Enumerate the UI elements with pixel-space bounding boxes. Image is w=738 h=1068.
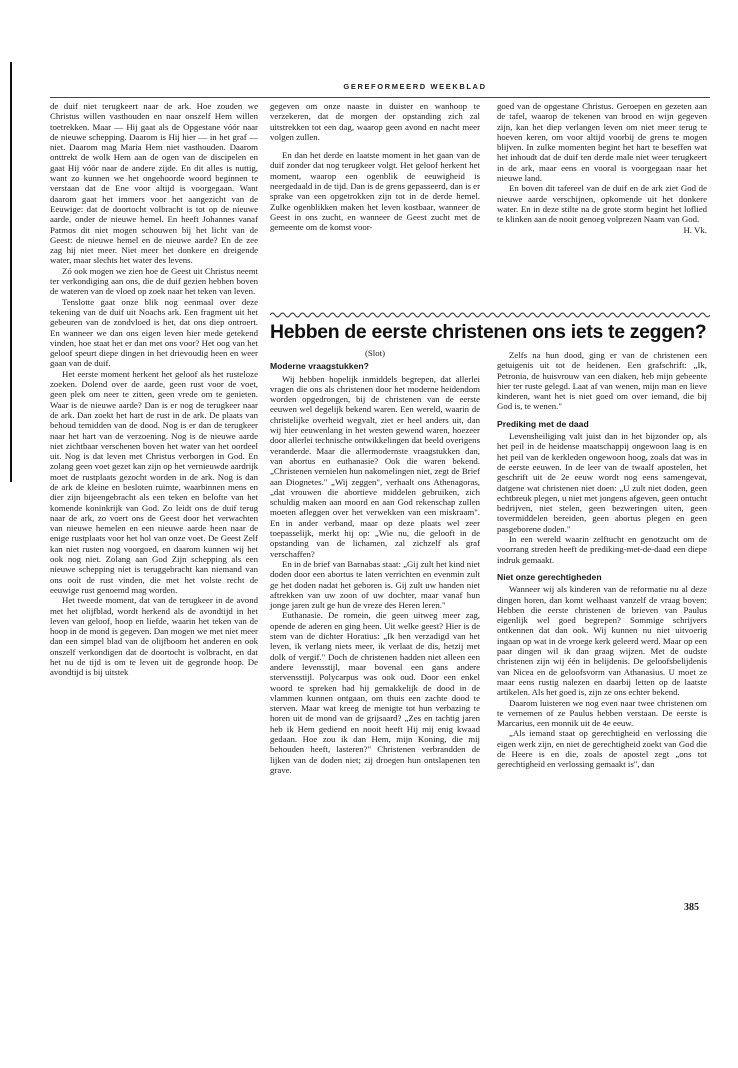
section-heading: Niet onze gerechtigheden <box>497 571 602 582</box>
paragraph: „Als iemand staat op gerechtigheid en verlossing die eigen werk zijn, en niet de gerechtigheid zoekt van God die de Heere is en die, zoals de apostel zegt „ons tot gerechtigheid en verlossing gemaakt is", dan <box>497 728 707 770</box>
running-head: GEREFORMEERD WEEKBLAD <box>343 82 487 91</box>
paragraph: goed van de opgestane Christus. Geroepen en gezeten aan de tafel, waarop de tekenen van brood en wijn gegeven zijn, kan het diep verlangen leven om niet meer terug te hoeven keren, om voor altijd voorbij de grens te mogen blijven. In zulke momenten begint het hart te beseffen wat het inhoudt dat de duif ten derde male niet weer terugkeert in de ark, maar eens en vooral is voorgegaan naar het nieuwe land. <box>497 101 707 184</box>
column-3 <box>497 101 707 235</box>
paragraph: Zó ook mogen we zien hoe de Geest uit Christus neemt ter verkondiging aan ons, die de duif gezien hebben boven de wateren van de vloed op zoek naar het teken van leven. <box>50 265 258 297</box>
paragraph: Het eerste moment herkent het geloof als het rusteloze zoeken. Dolend over de aarde, geen rust voor de voet, geen plek om neer te zitten, geen vrede om te genieten. Waar is de nieuwe aarde? Dan is er nog de terugkeer naar de ark. Dan zoekt het hart de rust in de ark. De plaats van behoud temidden van de dood. Nog is er dan de terugkeer naar het hart van de verzoening. Nog is de nieuwe aarde niet zichtbaar verschenen boven het water van het oordeel uit. Nog is dat leven met Christus verborgen in God. En zolang geen voet gezet kan zijn op het vernieuwde aardrijk moet de rustplaats gezocht worden in de ark. Nog is dan de ark de kleine en besloten ruimte, waarbinnen mens en dier zijn bijeengebracht als een teken en belofte van het komende koninkrijk van God. Zo leidt ons de duif terug naar de ark, zo voert ons de Geest door het verwachten van nieuwe hemelen en een nieuwe aarde heen naar de enige rustplaats voor het hol van onze voet. De Geest Zelf kan niet rusten nog voorgoed, en daarom kunnen wij het ook nog niet. Zolang aan God Zijn schepping als een nieuwe schepping niet is teruggebracht kan niemand van ons ooit de rust vinden, die met het volste recht de eeuwige rust genoemd mag worden. <box>50 368 258 595</box>
paragraph: gegeven om onze naaste in duister en wanhoop te verzekeren, dat de morgen der opstanding zich zal uitstrekken tot een dag, waarop geen avond en nacht meer volgen zullen. <box>270 101 480 142</box>
paragraph: En dan het derde en laatste moment in het gaan van de duif zonder dat nog terugkeer volgt. Het geloof herkent het moment, waarop een ogenblik de eeuwigheid is neergedaald in de tijd. Dan is de grens gepasseerd, dan is er sprake van een opgetrokken zijn tot in de derde hemel. Zulke ogenblikken maken het leven kostbaar, wanneer de Geest in ons zucht, en wanneer de Geest zucht met de gemeente om de komst voor- <box>270 150 480 233</box>
article-title: Hebben de eerste christenen ons iets te zeggen? <box>270 321 707 343</box>
column-4 <box>270 348 480 775</box>
page-number: 385 <box>684 902 699 913</box>
section-heading: Prediking met de daad <box>497 418 589 429</box>
wavy-divider <box>270 311 710 319</box>
column-2 <box>270 101 480 233</box>
article-subtitle: (Slot) <box>364 348 386 358</box>
paragraph: In een wereld waarin zelftucht en genotzucht om de voorrang streden heeft de prediking-met-de-daad een diepe indruk gemaakt. <box>497 534 707 565</box>
paragraph: de duif niet terugkeert naar de ark. Hoe zouden we Christus willen vasthouden en naar onszelf Hem willen toetrekken. Maar — Hij gaat als de Opgestane vóór naar de nieuwe schepping. Daarom is Hij hier — in het graf — niet. Daarom mag Maria Hem niet vasthouden. Daarom onttrekt de wolk Hem aan de ogen van de discipelen en gaat Hij vóór naar de andere zijde. En dit alles is nuttig, want zo kunnen we het ongehoorde woord beginnen te verstaan dat de Ene voor altijd is voorgegaan. Want daarom gaat het immers voor het aangezicht van de Eeuwige: dat de doortocht volbracht is tot op de nieuwe aarde, onder de nieuwe hemel. En heeft Johannes vanaf Patmos dit niet mogen schouwen bij het licht van de Geest: de nieuwe hemel en de nieuwe aarde? En de zee zag hij niet meer. Niet meer het donkere en dreigende water, maar slechts het water des levens. <box>50 101 258 266</box>
paragraph: Wanneer wij als kinderen van de reformatie nu al deze dingen horen, dan komt welhaast vanzelf de vraag boven: Hebben die eerste christenen de brieven van Paulus eigenlijk wel goed begrepen? Sommige schrijvers ontkennen dat dan ook. Wij kunnen nu niet uitvoerig ingaan op wat in de vroege kerk geleerd werd. Maar op een paar dingen wil ik dan graag wijzen. Met de oudste christenen zijn wij één in belijdenis. De geloofsbelijdenis van Nicea en de geloofsvorm van Athanasius. U moet ze maar eens rustig nalezen en daarbij letten op de laatste artikelen. Als het goed is, zijn ze ons echter bekend. <box>497 584 707 698</box>
paragraph: Levensheiliging valt juist dan in het bijzonder op, als het peil in de heidense maatschappij ongewoon laag is en het peil van de kerkleden ongewoon hoog, zoals dat was in de eerste eeuwen. In de leer van de twaalf apostelen, het geschrift uit de 2e eeuw wordt nog eens samengevat, datgene wat christenen niet doen: „U zult niet doden, geen echtbreuk plegen, u niet met jongens afgeven, geen ontucht bedrijven, niet stelen, geen bezweringen uiten, geen tovermiddelen bereiden, geen abortus plegen en geen pasgeborene doden." <box>497 431 707 534</box>
column-5 <box>497 350 707 770</box>
paragraph: Wij hebben hopelijk inmiddels begrepen, dat allerlei vragen die ons als christenen door het moderne heidendom worden opgedrongen, bij de christenen van de eerste eeuwen wel degelijk bekend waren. Een wereld, waarin de christelijke overheid wegvalt, ziet er heel anders uit, dan wij hier eeuwenlang in het westen gewend waren, hoezeer door allerlei technische ontwikkelingen dat beeld overigens veranderde. Maar die allermodernste vraagstukken dan, van abortus en euthanasie? Ook die waren bekend. „Christenen vernielen hun nakomelingen niet, zegt de Brief aan Diognetes." „Wij zeggen", verhaalt ons Athenagoras, „dat vrouwen die abortieve middelen gebruiken, zich schuldig maken aan moord en aan God rekenschap zullen moeten afleggen over het verwekken van een miskraam". En in ander verband, maar op deze plaats wel zeer toepasselijk, merkt hij op: „Wie nu, die gelooft in de opstanding van de lichamen, zal zichzelf als graf verschaffen? <box>270 373 480 559</box>
paragraph: En boven dit tafereel van de duif en de ark ziet God de nieuwe aarde verschijnen, opkomende uit het donkere water. En in deze stilte na de grote storm begint het loflied te klinken aan de nooit genoeg volprezen Naam van God. <box>497 183 707 225</box>
paragraph: Euthanasie. De romein, die geen uitweg meer zag, opende de aderen en ging heen. Uit welke geest? Hier is de stem van de dichter Horatius: „Ik ben verzadigd van het leven, ik verlang niets meer, ik verlaat de dis, hetzij met dolk of vergif." Doch de christenen hadden niet alleen een andere levensstijl, maar bovenal een gans andere stervensstijl. Polycarpus was ook oud. Door een enkel woord te spreken had hij gemakkelijk de dood in de vlammen kunnen ontgaan, om thuis een zachte dood te sterven. Maar wat kreeg de menigte tot hun verbazing te horen uit de mond van de grijsaard? „Zes en tachtig jaren heb ik Hem gediend en nooit heeft Hij mij enig kwaad gedaan. Hoe zou ik dan Hem, mijn Koning, die mij behouden heeft, lasteren?" Christenen verbrandden de lijken van de doden niet; zij droegen hun ontslapenen ten grave. <box>270 610 480 775</box>
author-signature: H. Vk. <box>683 224 707 235</box>
paragraph: Daarom luisteren we nog even naar twee christenen om te vernemen of ze Paulus hebben verstaan. De eerste is Marcarius, een monnik uit de 4e eeuw. <box>497 697 707 729</box>
paragraph: En in de brief van Barnabas staat: „Gij zult het kind niet doden door een abortus te laten verrichten en evenmin zult ge het doden nadat het geboren is. Gij zult uw handen niet aftrekken van uw zoon of uw dochter, maar vanaf hun jonge jaren zult ge hun de vreze des Heren leren." <box>270 558 480 611</box>
binding-edge <box>10 62 12 482</box>
paragraph: Tenslotte gaat onze blik nog eenmaal over deze tekening van de duif uit Noachs ark. Een fragment uit het gebeuren van de zondvloed is het, dat ons diep ontroert. En wanneer we dan ons eigen leven hier mede getekend vinden, hoe staat het er dan met ons voor? Het oog van het geloof speurt diepe dingen in het drievoudig heen en weer gaan van de duif. <box>50 296 258 369</box>
header-rule <box>50 97 710 98</box>
paragraph: Zelfs na hun dood, ging er van de christenen een getuigenis uit tot de heidenen. Een grafschrift: „Ik, Petronia, de huisvrouw van een diaken, heb mijn gebeente hier ter ruste gelegd. Laat af van wenen, mijn man en lieve kinderen, want het is niet goed om over iemand, die bij God is, te wenen." <box>497 350 707 412</box>
paragraph: Het tweede moment, dat van de terugkeer in de avond met het olijfblad, wordt herkend als de avondtijd in het leven van geloof, hoop en liefde, waarin het teken van de hoop in de mond is gegeven. Dan mogen we met niet meer dan een simpel blad van de olijfboom het anderen en ook onszelf verkondigen dat de doortocht is volbracht, en dat het nu de tijd is om te leven uit de gegronde hoop. De avondtijd is bij uitstek <box>50 595 258 678</box>
section-heading: Moderne vraagstukken? <box>270 361 369 372</box>
column-1 <box>50 101 258 678</box>
